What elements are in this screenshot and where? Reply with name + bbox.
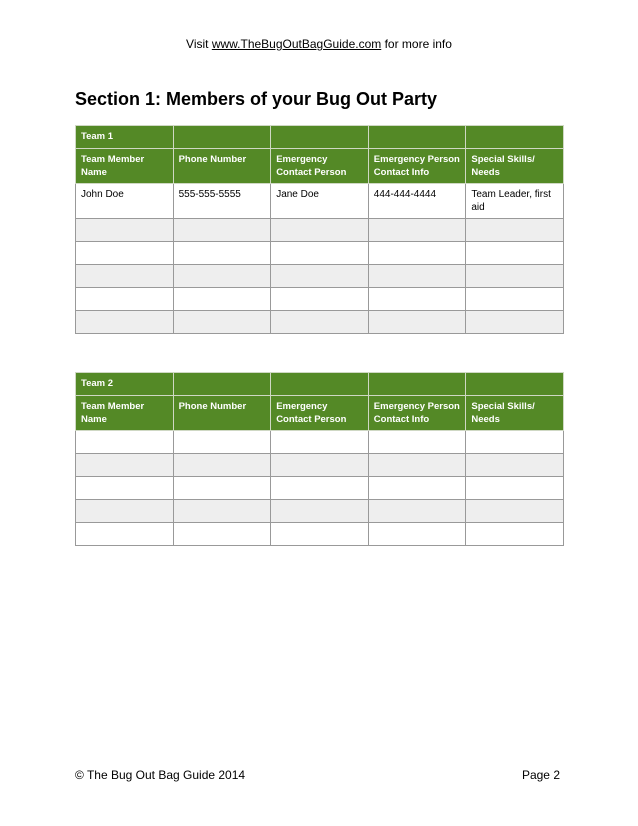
table-cell[interactable]	[76, 454, 174, 477]
table-cell[interactable]	[368, 311, 466, 334]
table-cell[interactable]: John Doe	[76, 184, 174, 219]
footer-copyright: © The Bug Out Bag Guide 2014	[75, 768, 246, 782]
column-header: Phone Number	[173, 149, 271, 184]
table-row	[76, 454, 564, 477]
header-cell	[271, 126, 369, 149]
table-row	[76, 523, 564, 546]
column-header: Emergency Person Contact Info	[368, 396, 466, 431]
table-cell[interactable]	[271, 523, 369, 546]
table-cell[interactable]	[368, 500, 466, 523]
table-cell[interactable]	[76, 500, 174, 523]
table-cell[interactable]	[271, 311, 369, 334]
team-1-table	[75, 125, 564, 334]
table-cell[interactable]	[368, 288, 466, 311]
table-cell[interactable]	[76, 477, 174, 500]
section-title: Section 1: Members of your Bug Out Party	[75, 89, 438, 109]
table-cell[interactable]	[76, 242, 174, 265]
table-cell[interactable]	[173, 431, 271, 454]
table-row	[76, 219, 564, 242]
team-label-row	[76, 126, 564, 149]
table-cell[interactable]	[368, 219, 466, 242]
table-cell[interactable]	[76, 288, 174, 311]
team-2-table	[75, 372, 564, 546]
table-cell[interactable]	[466, 454, 564, 477]
table-cell[interactable]	[271, 265, 369, 288]
table-cell[interactable]	[271, 454, 369, 477]
table-cell[interactable]	[466, 500, 564, 523]
table-cell[interactable]	[368, 454, 466, 477]
table-cell[interactable]	[368, 431, 466, 454]
table-cell[interactable]	[466, 265, 564, 288]
header-cell	[173, 126, 271, 149]
table-row	[76, 242, 564, 265]
table-cell[interactable]	[173, 288, 271, 311]
table-row	[76, 431, 564, 454]
table-row	[76, 288, 564, 311]
table-row	[76, 184, 564, 219]
column-header: Team Member Name	[76, 149, 174, 184]
column-header-row	[76, 396, 564, 431]
table-cell[interactable]	[271, 431, 369, 454]
table-cell[interactable]	[173, 454, 271, 477]
table-cell[interactable]	[76, 431, 174, 454]
table-cell[interactable]: Jane Doe	[271, 184, 369, 219]
column-header: Emergency Contact Person	[271, 396, 369, 431]
table-row	[76, 477, 564, 500]
table-cell[interactable]	[173, 219, 271, 242]
header-suffix: for more info	[381, 37, 452, 51]
footer-page-number: Page 2	[521, 768, 560, 782]
table-cell[interactable]: 444-444-4444	[368, 184, 466, 219]
header-cell	[271, 373, 369, 396]
header-cell	[466, 373, 564, 396]
table-cell[interactable]	[466, 431, 564, 454]
table-cell[interactable]	[368, 523, 466, 546]
table-cell[interactable]	[466, 477, 564, 500]
table-cell[interactable]	[271, 219, 369, 242]
team-label-row	[76, 373, 564, 396]
column-header: Special Skills/ Needs	[466, 396, 564, 431]
table-cell[interactable]	[466, 523, 564, 546]
page-header	[0, 37, 638, 51]
table-cell[interactable]	[271, 242, 369, 265]
table-cell[interactable]	[271, 477, 369, 500]
table-row	[76, 500, 564, 523]
table-cell[interactable]	[368, 265, 466, 288]
column-header: Team Member Name	[76, 396, 174, 431]
table-cell[interactable]	[271, 500, 369, 523]
column-header: Emergency Contact Person	[271, 149, 369, 184]
table-row	[76, 265, 564, 288]
table-cell[interactable]	[173, 477, 271, 500]
table-cell[interactable]	[76, 311, 174, 334]
website-link[interactable]: www.TheBugOutBagGuide.com	[211, 37, 382, 51]
table-cell[interactable]: Team Leader, first aid	[466, 184, 564, 219]
table-cell[interactable]	[368, 477, 466, 500]
header-cell	[173, 373, 271, 396]
table-cell[interactable]	[466, 219, 564, 242]
header-cell	[368, 126, 466, 149]
table-cell[interactable]	[466, 288, 564, 311]
table-cell[interactable]	[466, 311, 564, 334]
column-header: Special Skills/ Needs	[466, 149, 564, 184]
header-cell	[466, 126, 564, 149]
table-cell[interactable]	[271, 288, 369, 311]
table-cell[interactable]	[173, 311, 271, 334]
table-cell[interactable]	[76, 265, 174, 288]
team-label: Team 2	[76, 373, 174, 396]
team-label: Team 1	[76, 126, 174, 149]
column-header: Phone Number	[173, 396, 271, 431]
column-header-row	[76, 149, 564, 184]
table-cell[interactable]: 555-555-5555	[173, 184, 271, 219]
table-cell[interactable]	[76, 219, 174, 242]
table-cell[interactable]	[173, 265, 271, 288]
table-cell[interactable]	[368, 242, 466, 265]
column-header: Emergency Person Contact Info	[368, 149, 466, 184]
header-prefix: Visit	[186, 37, 212, 51]
table-cell[interactable]	[76, 523, 174, 546]
table-cell[interactable]	[173, 500, 271, 523]
table-cell[interactable]	[173, 242, 271, 265]
header-cell	[368, 373, 466, 396]
table-cell[interactable]	[466, 242, 564, 265]
table-row	[76, 311, 564, 334]
table-cell[interactable]	[173, 523, 271, 546]
